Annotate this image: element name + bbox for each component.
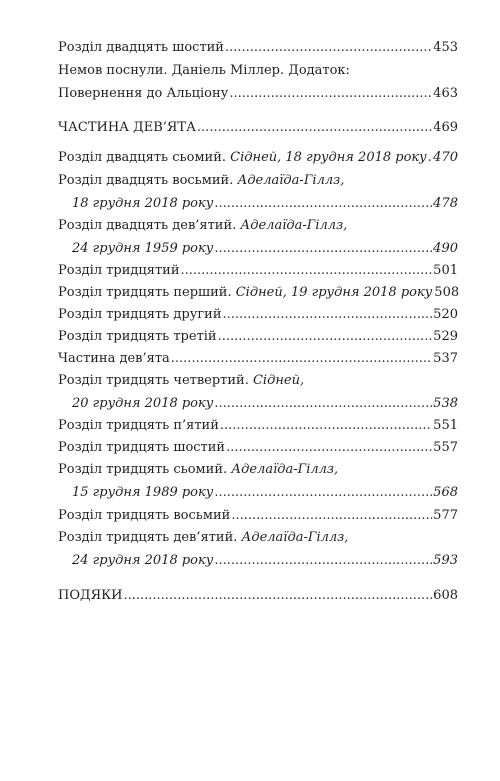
toc-entry-title: Частина дев’ята [58, 351, 170, 366]
toc-leader-dots [220, 418, 432, 434]
toc-leader-dots [180, 263, 432, 279]
toc-leader-dots [214, 396, 432, 412]
toc-entry [72, 196, 458, 212]
toc-entry-line: Розділ двадцять восьмий. Аделаїда-Гіллз, [58, 173, 345, 188]
toc-entry-page: 470 [433, 150, 458, 165]
toc-entry-page: 463 [433, 86, 458, 101]
toc-entry-subtitle: Сідней, [252, 373, 305, 388]
toc-entry-line: Немов поснули. Даніель Міллер. Додаток: [58, 63, 350, 78]
toc-leader-dots [222, 307, 432, 323]
toc-entry [72, 485, 458, 501]
toc-entry-title: Розділ тридцять другий [58, 307, 222, 322]
toc-entry [58, 86, 458, 102]
toc-entry-title: 18 грудня 2018 року [72, 196, 214, 211]
toc-entry [58, 329, 458, 345]
toc-entry [58, 307, 458, 323]
toc-entry-page: 593 [433, 553, 458, 568]
toc-entry-page: 529 [433, 329, 458, 344]
toc-entry-title: Розділ тридцять п’ятий [58, 418, 219, 433]
toc-entry-line: Розділ тридцять дев’ятий. Аделаїда-Гіллз, [58, 530, 349, 545]
toc-entry [58, 150, 458, 166]
toc-entry-title: ЧАСТИНА ДЕВ’ЯТА [58, 120, 196, 135]
toc-leader-dots [428, 150, 432, 166]
toc-entry-title: 20 грудня 2018 року [72, 396, 214, 411]
toc-part-heading [58, 588, 458, 604]
toc-entry-title: Розділ двадцять сьомий. Сідней, 18 грудня 2018 року [58, 150, 427, 165]
toc-entry-page: 490 [433, 241, 458, 256]
toc-entry [58, 351, 458, 367]
toc-entry-title: ПОДЯКИ [58, 588, 123, 603]
toc-leader-dots [226, 440, 432, 456]
toc-entry-page: 520 [433, 307, 458, 322]
toc-entry [58, 508, 458, 524]
toc-leader-dots [214, 553, 432, 569]
toc-entry-subtitle: Сідней, 18 грудня 2018 року [230, 150, 427, 165]
toc-leader-dots [171, 351, 432, 367]
toc-entry-title: Розділ тридцять шостий [58, 440, 226, 455]
toc-entry-title: Повернення до Альціону [58, 86, 229, 101]
toc-entry-title: 15 грудня 1989 року [72, 485, 214, 500]
toc-entry-page: 608 [433, 588, 458, 603]
toc-leader-dots [214, 485, 432, 501]
toc-entry-subtitle: Аделаїда-Гіллз, [231, 462, 339, 477]
toc-entry-line: Розділ тридцять четвертий. Сідней, [58, 373, 305, 388]
toc-leader-dots [225, 40, 432, 56]
toc-leader-dots [214, 196, 432, 212]
toc-entry-page: 453 [433, 40, 458, 55]
toc-part-heading [58, 120, 458, 136]
toc-entry-line: Розділ двадцять дев’ятий. Аделаїда-Гіллз, [58, 218, 348, 233]
toc-entry [72, 241, 458, 257]
toc-entry-page: 508 [434, 285, 460, 300]
toc-entry-page: 537 [433, 351, 458, 366]
toc-entry-title: Розділ тридцять третій [58, 329, 217, 344]
toc-entry-subtitle: Сідней, 19 грудня 2018 року [235, 285, 433, 300]
toc-leader-dots [214, 241, 432, 257]
toc-entry [58, 440, 458, 456]
toc-entry-subtitle: Аделаїда-Гіллз, [241, 530, 349, 545]
toc-entry-page: 501 [433, 263, 458, 278]
toc-entry-title: 24 грудня 2018 року [72, 553, 214, 568]
toc-leader-dots [231, 508, 432, 524]
toc-entry [58, 263, 458, 279]
toc-entry-page: 568 [433, 485, 458, 500]
toc-entry-page: 557 [433, 440, 458, 455]
toc-entry-page: 538 [433, 396, 458, 411]
toc-entry-title: 24 грудня 1959 року [72, 241, 214, 256]
toc-leader-dots [218, 329, 433, 345]
toc-entry [72, 553, 458, 569]
toc-entry-title: Розділ двадцять шостий [58, 40, 224, 55]
toc-entry-subtitle: Аделаїда-Гіллз, [237, 173, 345, 188]
toc-entry-page: 478 [433, 196, 458, 211]
toc-entry-page: 469 [433, 120, 458, 135]
toc-entry [58, 418, 458, 434]
toc-entry-line: Розділ тридцять сьомий. Аделаїда-Гіллз, [58, 462, 339, 477]
toc-entry-title: Розділ тридцять перший. Сідней, 19 грудня 2018 року [58, 285, 433, 300]
toc-leader-dots [197, 120, 432, 136]
toc-entry-page: 551 [433, 418, 458, 433]
toc-entry-title: Розділ тридцять восьмий [58, 508, 231, 523]
toc-leader-dots [123, 588, 432, 604]
toc-entry-subtitle: Аделаїда-Гіллз, [240, 218, 348, 233]
toc-entry [58, 40, 458, 56]
toc-entry-title: Розділ тридцятий [58, 263, 180, 278]
toc-entry [58, 285, 458, 301]
toc-entry-page: 577 [433, 508, 458, 523]
toc-entry [72, 396, 458, 412]
toc-leader-dots [229, 86, 432, 102]
